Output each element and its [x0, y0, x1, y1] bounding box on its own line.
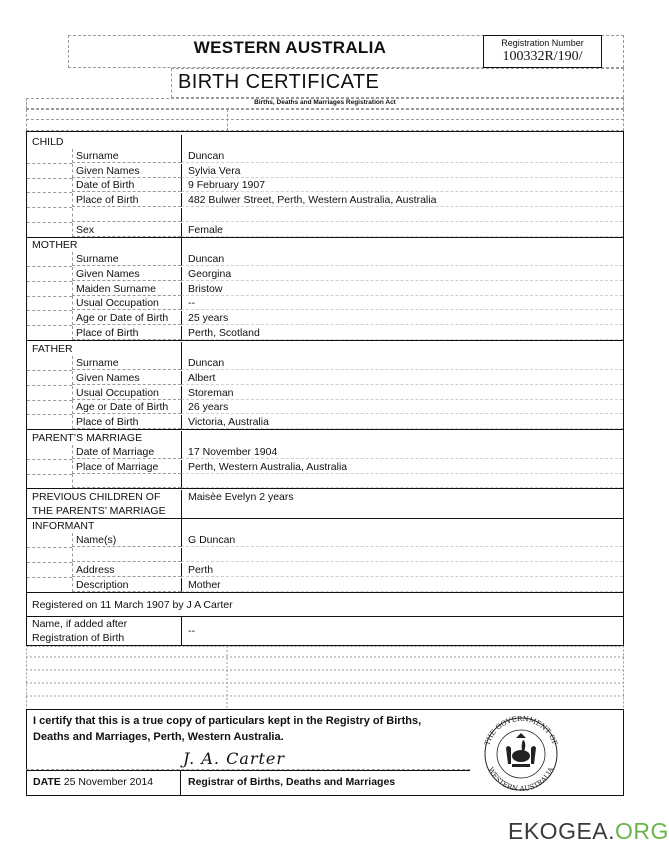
mother-given-names: Georgina	[181, 267, 623, 281]
certificate-title: BIRTH CERTIFICATE	[178, 71, 380, 93]
registrar-title: Registrar of Births, Deaths and Marriages	[188, 776, 396, 788]
section-title: INFORMANT	[32, 520, 95, 532]
informant-description: Mother	[181, 578, 623, 592]
field-label: Surname	[72, 356, 181, 370]
field-label: Place of Marriage	[72, 460, 181, 474]
informant-names: G Duncan	[181, 533, 623, 547]
svg-text:WESTERN AUSTRALIA	[486, 765, 555, 792]
site-watermark	[508, 818, 669, 845]
field-label: Maiden Surname	[72, 282, 181, 296]
name-added-label-1: Name, if added after	[32, 618, 128, 630]
section-mother	[27, 238, 623, 252]
field-label: Age or Date of Birth	[72, 311, 181, 325]
previous-children-label-1: PREVIOUS CHILDREN OF	[32, 491, 161, 503]
issue-date	[33, 776, 153, 788]
date-value: 25 November 2014	[63, 776, 154, 788]
table-row	[27, 296, 623, 311]
section-child	[27, 135, 623, 149]
marriage-date: 17 November 1904	[181, 445, 623, 459]
table-row	[27, 460, 623, 475]
child-given-names: Sylvia Vera	[181, 164, 623, 178]
watermark-part-2: ORG	[615, 818, 669, 844]
field-label: Place of Birth	[72, 415, 181, 429]
table-row	[27, 386, 623, 401]
child-surname: Duncan	[181, 149, 623, 163]
state-title: WESTERN AUSTRALIA	[193, 38, 387, 57]
date-divider	[180, 770, 181, 796]
date-label: DATE	[33, 776, 61, 788]
table-row-blank	[27, 474, 623, 489]
table-row	[27, 356, 623, 371]
seal-top-text: THE GOVERNMENT OF	[483, 716, 559, 747]
table-row	[27, 282, 623, 297]
mother-occupation: --	[181, 296, 623, 310]
field-label: Description	[72, 578, 181, 592]
field-label: Given Names	[72, 267, 181, 281]
mother-age: 25 years	[181, 311, 623, 325]
section-father	[27, 342, 623, 356]
table-row	[27, 164, 623, 179]
field-label: Sex	[72, 223, 181, 237]
seal-bottom-text: WESTERN AUSTRALIA	[486, 766, 556, 792]
spacer-band	[26, 109, 624, 131]
table-row	[27, 415, 623, 430]
table-row	[27, 578, 623, 593]
watermark-part-1: EKOGEA.	[508, 818, 616, 844]
certificate-table	[26, 131, 624, 646]
father-occupation: Storeman	[181, 386, 623, 400]
section-title: MOTHER	[32, 239, 78, 251]
table-row	[27, 563, 623, 578]
table-row	[27, 445, 623, 460]
field-label: Age or Date of Birth	[72, 400, 181, 414]
section-informant	[27, 519, 623, 533]
section-title: CHILD	[32, 136, 64, 148]
field-label: Surname	[72, 252, 181, 266]
field-label: Address	[72, 563, 181, 577]
father-surname: Duncan	[181, 356, 623, 370]
table-row	[27, 326, 623, 341]
registrar-signature: J. A. Carter	[183, 749, 286, 768]
table-row	[27, 267, 623, 282]
spacer-divider-v	[227, 109, 228, 131]
table-row	[27, 533, 623, 548]
section-marriage	[27, 431, 623, 445]
section-title: FATHER	[32, 343, 73, 355]
registration-box	[483, 35, 602, 68]
previous-children-label-2: THE PARENTS’ MARRIAGE	[32, 505, 166, 517]
marriage-place: Perth, Western Australia, Australia	[181, 460, 623, 474]
table-row	[27, 223, 623, 238]
field-label: Date of Birth	[72, 178, 181, 192]
previous-children-value: Maisèe Evelyn 2 years	[181, 490, 623, 518]
mother-maiden-surname: Bristow	[181, 282, 623, 296]
field-label: Place of Birth	[72, 326, 181, 340]
registered-text: Registered on 11 March 1907 by J A Carter	[32, 599, 233, 611]
government-seal-icon	[478, 716, 564, 792]
certify-statement: I certify that this is a true copy of particulars kept in the Registry of Births, Deaths and Marriages, Perth, Western Australia.	[33, 715, 422, 743]
table-row	[27, 149, 623, 164]
registered-line	[27, 598, 623, 612]
informant-address: Perth	[181, 563, 623, 577]
field-label: Surname	[72, 149, 181, 163]
registration-number: 100332R/190/	[502, 49, 583, 64]
spacer-grid	[26, 646, 624, 710]
registration-label: Registration Number	[501, 38, 584, 48]
mother-surname: Duncan	[181, 252, 623, 266]
field-label: Name(s)	[72, 533, 181, 547]
svg-text:THE GOVERNMENT OF	[483, 716, 559, 747]
section-previous-children	[27, 490, 623, 518]
mother-place-of-birth: Perth, Scotland	[181, 326, 623, 340]
table-row	[27, 371, 623, 386]
table-row	[27, 400, 623, 415]
father-age: 26 years	[181, 400, 623, 414]
field-label: Usual Occupation	[72, 296, 181, 310]
father-place-of-birth: Victoria, Australia	[181, 415, 623, 429]
father-given-names: Albert	[181, 371, 623, 385]
table-row	[27, 178, 623, 193]
table-row	[27, 193, 623, 208]
field-label: Place of Birth	[72, 193, 181, 207]
field-label: Given Names	[72, 371, 181, 385]
field-label: Given Names	[72, 164, 181, 178]
child-place-of-birth: 482 Bulwer Street, Perth, Western Australia, Australia	[181, 193, 623, 207]
act-title: Births, Deaths and Marriages Registration Act	[254, 99, 396, 106]
child-date-of-birth: 9 February 1907	[181, 178, 623, 192]
table-row-blank	[27, 208, 623, 223]
field-label: Usual Occupation	[72, 386, 181, 400]
section-title: PARENT’S MARRIAGE	[32, 432, 143, 444]
table-row-blank	[27, 548, 623, 563]
name-added-value: --	[181, 617, 623, 645]
field-label: Date of Marriage	[72, 445, 181, 459]
child-sex: Female	[181, 223, 623, 237]
name-added-label-2: Registration of Birth	[32, 632, 125, 644]
table-row	[27, 252, 623, 267]
section-name-added	[27, 617, 623, 645]
table-row	[27, 311, 623, 326]
spacer-divider	[26, 119, 624, 120]
